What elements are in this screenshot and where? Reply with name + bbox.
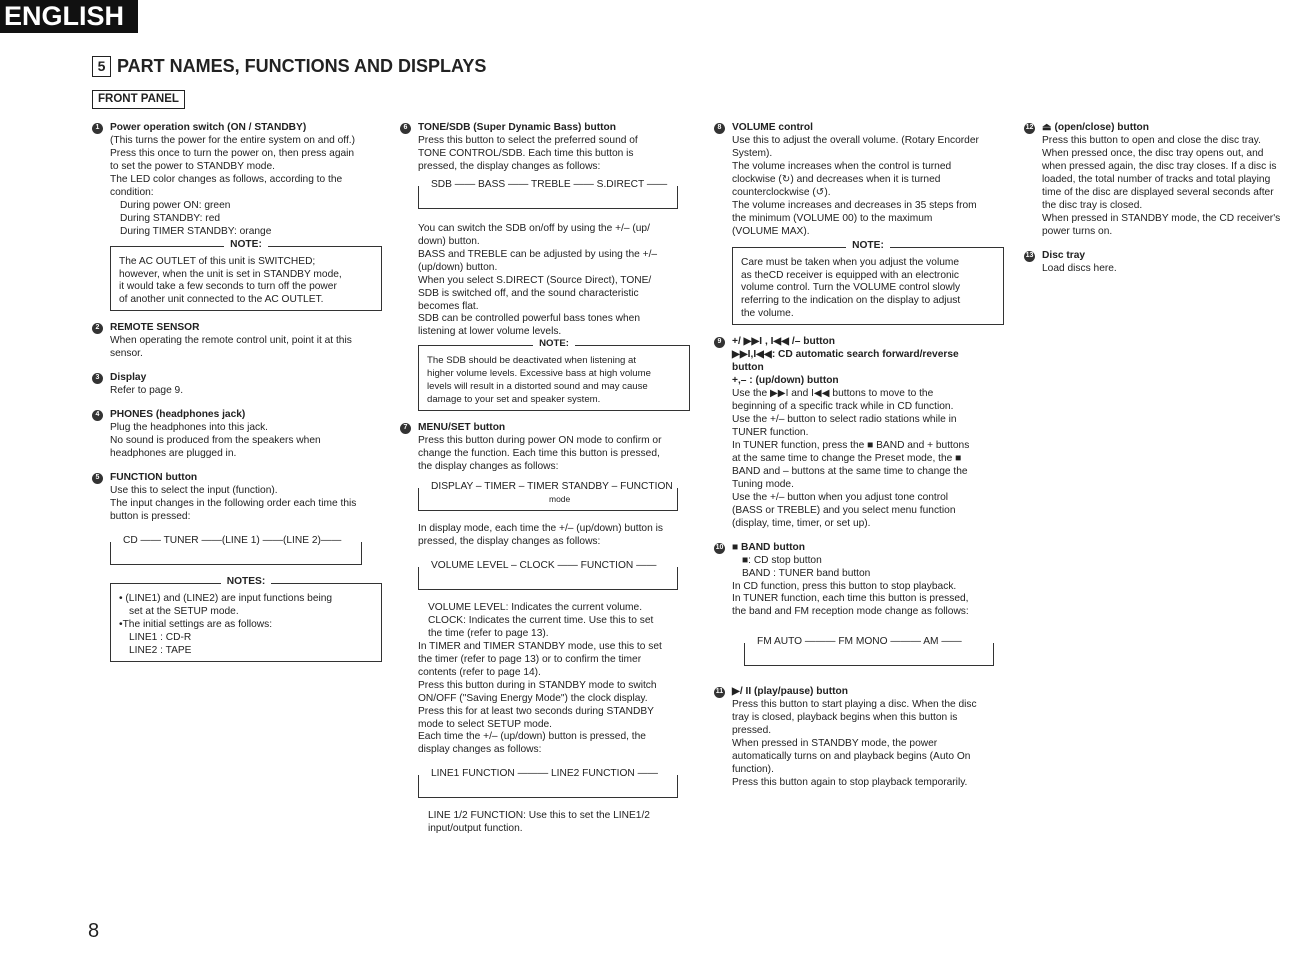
text-line: No sound is produced from the speakers when <box>110 435 321 447</box>
note-line: as theCD receiver is equipped with an electronic <box>741 269 960 281</box>
text-line: at the same time to change the Preset mode, the ■ <box>732 452 962 464</box>
text-line: In TIMER and TIMER STANDBY mode, use this to set <box>418 640 662 652</box>
item-number-icon: 5 <box>92 473 103 484</box>
text-line: sensor. <box>110 348 143 360</box>
text-line: Press this button during in STANDBY mode to switch <box>418 679 657 691</box>
item-disc-tray <box>1024 250 1308 276</box>
flow-text: SDB —— BASS —— TREBLE —— S.DIRECT —— <box>427 179 671 192</box>
text-line: function). <box>732 764 774 776</box>
text-line: VOLUME LEVEL: Indicates the current volume. <box>428 601 643 613</box>
text-line: Tuning mode. <box>732 478 794 490</box>
item-title: MENU/SET button <box>418 422 506 434</box>
note-box <box>418 338 690 411</box>
note-box <box>110 238 382 312</box>
text-line: In display mode, each time the +/– (up/down) button is <box>418 523 663 535</box>
note-line: the volume. <box>741 308 794 320</box>
language-tab: ENGLISH <box>0 0 138 33</box>
text-line: Press this for at least two seconds during STANDBY <box>418 705 654 717</box>
item-number-icon: 10 <box>714 543 725 554</box>
flow-diagram <box>418 481 678 511</box>
text-line: Use the +/– button to select radio stations while in <box>732 414 957 426</box>
text-line: In CD function, press this button to stop playback. <box>732 580 957 592</box>
item-title: +/ ▶▶I , I◀◀ /– button <box>732 336 835 348</box>
flow-diagram <box>418 768 678 798</box>
flow-diagram <box>110 534 362 565</box>
item-subtitle: +,– : (up/down) button <box>732 375 839 387</box>
text-line: Plug the headphones into this jack. <box>110 422 269 434</box>
note-title: NOTES: <box>221 576 272 587</box>
text-line: when pressed again, the disc tray closes. If a disc is <box>1042 160 1277 172</box>
text-line: Press this button during power ON mode to confirm or <box>418 435 662 447</box>
item-number-icon: 3 <box>92 373 103 384</box>
text-line: When you select S.DIRECT (Source Direct), TONE/ <box>418 274 652 286</box>
item-band-button <box>714 542 1004 667</box>
item-skip-updown-button <box>714 336 1004 530</box>
item-number-icon: 11 <box>714 687 725 698</box>
item-volume-control <box>714 122 1004 325</box>
text-line: becomes flat. <box>418 300 479 312</box>
text-line: time of the disc are displayed several seconds after <box>1042 186 1274 198</box>
column-1 <box>92 122 382 673</box>
text-line: the band and FM reception mode change as follows: <box>732 606 969 618</box>
item-title: Display <box>110 372 147 384</box>
section-number: 5 <box>92 56 111 77</box>
item-title: VOLUME control <box>732 122 813 133</box>
item-number-icon: 1 <box>92 123 103 134</box>
text-line: Press this button again to stop playback temporarily. <box>732 777 968 789</box>
text-line: pressed, the display changes as follows: <box>418 535 601 547</box>
text-line: The LED color changes as follows, according to the <box>110 173 343 185</box>
text-line: The volume increases and decreases in 35 steps from <box>732 199 977 211</box>
column-2 <box>400 122 690 847</box>
text-line: the disc tray is closed. <box>1042 199 1143 211</box>
text-line: Press this once to turn the power on, then press again <box>110 147 355 159</box>
flow-text: LINE1 FUNCTION ——— LINE2 FUNCTION —— <box>427 768 662 781</box>
note-line: referring to the indication on the display to adjust <box>741 295 961 307</box>
item-number-icon: 13 <box>1024 251 1035 262</box>
text-line: Use the +/– button when you adjust tone control <box>732 491 949 503</box>
text-line: Press this button to select the preferred sound of <box>418 134 638 146</box>
note-line: levels will result in a distorted sound and may cause <box>427 381 648 393</box>
note-line: it would take a few seconds to turn off the power <box>119 281 337 293</box>
text-line: ON/OFF ("Saving Energy Mode") the clock display. <box>418 692 648 704</box>
note-title: NOTE: <box>224 239 268 250</box>
flow-text: FM AUTO ——— FM MONO ——— AM —— <box>753 636 966 649</box>
item-open-close-button <box>1024 122 1308 239</box>
note-line: • (LINE1) and (LINE2) are input functions being <box>119 592 333 604</box>
item-power-switch <box>92 122 382 311</box>
text-line: the timer (refer to page 13) or to confirm the timer <box>418 653 642 665</box>
item-title: PHONES (headphones jack) <box>110 409 246 421</box>
note-line: The SDB should be deactivated when listening at <box>427 355 637 367</box>
text-line: listening at lower volume levels. <box>418 326 562 338</box>
text-line: pressed, the display changes as follows: <box>418 160 601 172</box>
text-line: The volume increases when the control is turned <box>732 160 952 172</box>
text-line: SDB is switched off, and the sound characteristic <box>418 287 639 299</box>
flow-text: CD —— TUNER ——(LINE 1) ——(LINE 2)—— <box>119 535 345 548</box>
text-line: When pressed in STANDBY mode, the power <box>732 738 938 750</box>
text-line: power turns on. <box>1042 225 1113 237</box>
note-line: however, when the unit is set in STANDBY mode, <box>119 268 342 280</box>
text-line: BAND and – buttons at the same time to change the <box>732 465 968 477</box>
text-line: loaded, the total number of tracks and total playing <box>1042 173 1271 185</box>
text-line: You can switch the SDB on/off by using the +/– (up/ <box>418 222 650 234</box>
item-number-icon: 7 <box>400 423 411 434</box>
text-line: When operating the remote control unit, point it at this <box>110 335 352 347</box>
text-line: (BASS or TREBLE) and you select menu function <box>732 504 956 516</box>
note-title: NOTE: <box>533 338 575 349</box>
text-line: Use this to select the input (function). <box>110 484 278 496</box>
text-line: Press this button to start playing a disc. When the disc <box>732 699 977 711</box>
item-menu-set-button <box>400 422 690 836</box>
item-title: TONE/SDB (Super Dynamic Bass) button <box>418 122 616 133</box>
text-line: the minimum (VOLUME 00) to the maximum <box>732 212 933 224</box>
text-line: When pressed in STANDBY mode, the CD receiver's <box>1042 212 1281 224</box>
flow-text: VOLUME LEVEL – CLOCK —— FUNCTION —— <box>427 560 661 573</box>
note-line: LINE2 : TAPE <box>129 644 192 656</box>
item-title: FUNCTION button <box>110 471 198 483</box>
text-line: CLOCK: Indicates the current time. Use this to set <box>428 614 654 626</box>
text-line: pressed. <box>732 725 772 737</box>
item-subtitle: ▶▶I,I◀◀: CD automatic search forward/reverse <box>732 349 959 361</box>
note-line: volume control. Turn the VOLUME control slowly <box>741 282 961 294</box>
text-line: to set the power to STANDBY mode. <box>110 160 275 172</box>
note-line: of another unit connected to the AC OUTLET. <box>119 294 324 306</box>
item-number-icon: 9 <box>714 337 725 348</box>
note-title: NOTE: <box>846 240 890 251</box>
note-line: Care must be taken when you adjust the volume <box>741 256 960 268</box>
section-heading <box>92 56 486 77</box>
text-line: Press this button to open and close the disc tray. <box>1042 134 1261 146</box>
text-line: (up/down) button. <box>418 261 498 273</box>
note-line: •The initial settings are as follows: <box>119 618 273 630</box>
column-3 <box>714 122 1004 801</box>
text-line: BAND : TUNER band button <box>742 567 871 579</box>
text-line: The input changes in the following order each time this <box>110 497 357 509</box>
flow-diagram <box>418 559 678 590</box>
text-line: (VOLUME MAX). <box>732 225 810 237</box>
note-line: damage to your set and speaker system. <box>427 394 601 406</box>
item-number-icon: 4 <box>92 410 103 421</box>
text-line: button is pressed: <box>110 510 191 522</box>
item-play-pause-button <box>714 686 1004 790</box>
text-line: During STANDBY: red <box>120 212 221 224</box>
text-line: During TIMER STANDBY: orange <box>120 225 272 237</box>
flow-text: DISPLAY – TIMER – TIMER STANDBY – FUNCTION <box>427 481 677 494</box>
item-phones <box>92 409 382 461</box>
text-line: contents (refer to page 14). <box>418 666 541 678</box>
text-line: mode to select SETUP mode. <box>418 718 553 730</box>
item-title: Power operation switch (ON / STANDBY) <box>110 122 307 133</box>
item-number-icon: 8 <box>714 123 725 134</box>
text-line: Each time the +/– (up/down) button is pressed, the <box>418 731 646 743</box>
note-line: LINE1 : CD-R <box>129 631 192 643</box>
text-line: the display changes as follows: <box>418 461 559 473</box>
text-line: Use this to adjust the overall volume. (Rotary Encorder <box>732 134 979 146</box>
notes-box <box>110 575 382 662</box>
text-line: automatically turns on and playback begins (Auto On <box>732 751 971 763</box>
text-line: ■: CD stop button <box>742 554 822 566</box>
text-line: change the function. Each time this button is pressed, <box>418 448 660 460</box>
text-line: BASS and TREBLE can be adjusted by using the +/– <box>418 248 658 260</box>
item-subtitle: button <box>732 362 764 374</box>
note-line: The AC OUTLET of this unit is SWITCHED; <box>119 255 316 267</box>
text-line: System). <box>732 147 773 159</box>
item-number-icon: 12 <box>1024 123 1035 134</box>
text-line: (display, time, timer, or set up). <box>732 517 871 529</box>
item-display <box>92 372 382 398</box>
text-line: LINE 1/2 FUNCTION: Use this to set the LINE1/2 <box>428 810 650 822</box>
text-line: In TUNER function, each time this button is pressed, <box>732 593 969 605</box>
text-line: the time (refer to page 13). <box>428 627 549 639</box>
text-line: input/output function. <box>428 823 523 835</box>
page-number: 8 <box>88 920 100 942</box>
text-line: counterclockwise (↺). <box>732 186 831 198</box>
text-line: During power ON: green <box>120 199 231 211</box>
text-line: (This turns the power for the entire system on and off.) <box>110 134 355 146</box>
item-remote-sensor <box>92 322 382 361</box>
column-4 <box>1024 122 1308 286</box>
text-line: TUNER function. <box>732 427 809 439</box>
section-title: PART NAMES, FUNCTIONS AND DISPLAYS <box>117 56 487 76</box>
text-line: tray is closed, playback begins when this button is <box>732 712 958 724</box>
flow-diagram <box>744 636 994 666</box>
flow-subtext: mode <box>549 494 571 505</box>
text-line: condition: <box>110 186 154 198</box>
note-line: set at the SETUP mode. <box>129 605 239 617</box>
item-tone-sdb-button <box>400 122 690 411</box>
text-line: Load discs here. <box>1042 262 1117 274</box>
text-line: Use the ▶▶I and I◀◀ buttons to move to the <box>732 388 934 400</box>
text-line: headphones are plugged in. <box>110 448 237 460</box>
text-line: Refer to page 9. <box>110 385 184 397</box>
text-line: In TUNER function, press the ■ BAND and + buttons <box>732 439 970 451</box>
flow-diagram <box>418 178 678 209</box>
text-line: display changes as follows: <box>418 744 542 756</box>
item-function-button <box>92 472 382 662</box>
note-line: higher volume levels. Excessive bass at high volume <box>427 368 651 380</box>
text-line: beginning of a specific track while in CD function. <box>732 401 954 413</box>
item-title: Disc tray <box>1042 249 1086 261</box>
item-title: ⏏ (open/close) button <box>1042 122 1149 133</box>
item-number-icon: 6 <box>400 123 411 134</box>
text-line: down) button. <box>418 235 480 247</box>
front-panel-label: FRONT PANEL <box>92 90 185 109</box>
text-line: clockwise (↻) and decreases when it is turned <box>732 173 941 185</box>
item-title: ▶/ II (play/pause) button <box>732 686 848 698</box>
item-title: REMOTE SENSOR <box>110 322 200 334</box>
item-title: ■ BAND button <box>732 541 805 553</box>
note-box <box>732 239 1004 326</box>
item-number-icon: 2 <box>92 323 103 334</box>
text-line: SDB can be controlled powerful bass tones when <box>418 313 640 325</box>
text-line: TONE CONTROL/SDB. Each time this button is <box>418 147 634 159</box>
text-line: When pressed once, the disc tray opens out, and <box>1042 147 1264 159</box>
